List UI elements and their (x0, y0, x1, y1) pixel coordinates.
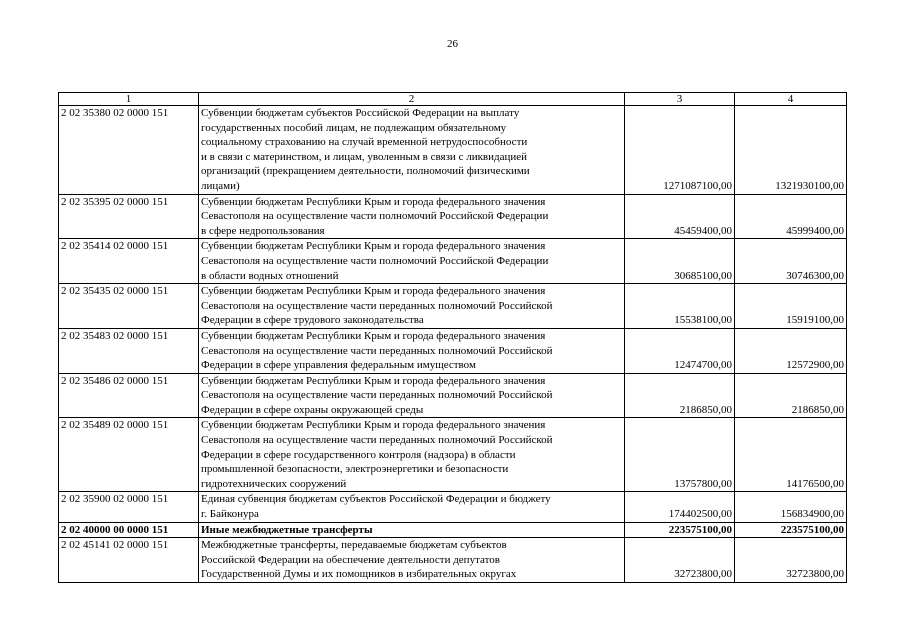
amount-year2-cell: 32723800,00 (735, 538, 847, 583)
amount-year1-cell: 2186850,00 (625, 373, 735, 418)
table-row-subtotal (59, 522, 847, 538)
description-cell: Субвенции бюджетам Республики Крым и города федерального значения Севастополя на осуществление части переданных полномочий Российской Федерации в сфере управления федеральным имуществом (199, 328, 625, 373)
budget-table (58, 92, 847, 583)
table-row (59, 284, 847, 329)
page-number: 26 (447, 38, 458, 50)
budget-code-cell: 2 02 35435 02 0000 151 (59, 284, 199, 329)
amount-year2-cell: 14176500,00 (735, 418, 847, 492)
table-row (59, 328, 847, 373)
description-cell: Субвенции бюджетам Республики Крым и города федерального значения Севастополя на осуществление части переданных полномочий Российской Федерации в сфере трудового законодательства (199, 284, 625, 329)
column-header-code: 1 (59, 93, 199, 106)
amount-year2-cell: 223575100,00 (735, 522, 847, 538)
table-row (59, 194, 847, 239)
amount-year1-cell: 1271087100,00 (625, 106, 735, 195)
amount-year1-cell: 223575100,00 (625, 522, 735, 538)
amount-year2-cell: 12572900,00 (735, 328, 847, 373)
amount-year1-cell: 15538100,00 (625, 284, 735, 329)
description-cell: Субвенции бюджетам Республики Крым и города федерального значения Севастополя на осуществление части полномочий Российской Федерации в области водных отношений (199, 239, 625, 284)
table-row (59, 106, 847, 195)
budget-code-cell: 2 02 35483 02 0000 151 (59, 328, 199, 373)
description-cell: Единая субвенция бюджетам субъектов Российской Федерации и бюджету г. Байконура (199, 492, 625, 522)
budget-code-cell: 2 02 35395 02 0000 151 (59, 194, 199, 239)
column-header-year2: 4 (735, 93, 847, 106)
amount-year2-cell: 45999400,00 (735, 194, 847, 239)
column-header-year1: 3 (625, 93, 735, 106)
budget-code-cell: 2 02 35486 02 0000 151 (59, 373, 199, 418)
budget-code-cell: 2 02 35900 02 0000 151 (59, 492, 199, 522)
amount-year1-cell: 12474700,00 (625, 328, 735, 373)
table-row (59, 538, 847, 583)
amount-year2-cell: 156834900,00 (735, 492, 847, 522)
table-row (59, 239, 847, 284)
amount-year2-cell: 1321930100,00 (735, 106, 847, 195)
budget-code-cell: 2 02 35414 02 0000 151 (59, 239, 199, 284)
table-header-row (59, 93, 847, 106)
amount-year2-cell: 2186850,00 (735, 373, 847, 418)
description-cell: Межбюджетные трансферты, передаваемые бюджетам субъектов Российской Федерации на обеспечение деятельности депутатов Государственной Думы и их помощников в избирательных округах (199, 538, 625, 583)
table-row (59, 373, 847, 418)
description-cell: Субвенции бюджетам субъектов Российской Федерации на выплату государственных пособий лицам, не подлежащим обязательному социальному страхованию на случай временной нетрудоспособности и в связи с материнством, и лицам, уволенным в связи с ликвидацией организаций (прекращением деятельности, полномочий физическими лицами) (199, 106, 625, 195)
description-cell: Субвенции бюджетам Республики Крым и города федерального значения Севастополя на осуществление части переданных полномочий Российской Федерации в сфере охраны окружающей среды (199, 373, 625, 418)
budget-code-cell: 2 02 35489 02 0000 151 (59, 418, 199, 492)
amount-year1-cell: 45459400,00 (625, 194, 735, 239)
amount-year1-cell: 30685100,00 (625, 239, 735, 284)
amount-year1-cell: 174402500,00 (625, 492, 735, 522)
budget-code-cell: 2 02 40000 00 0000 151 (59, 522, 199, 538)
amount-year1-cell: 13757800,00 (625, 418, 735, 492)
budget-code-cell: 2 02 35380 02 0000 151 (59, 106, 199, 195)
description-cell: Субвенции бюджетам Республики Крым и города федерального значения Севастополя на осуществление части полномочий Российской Федерации в сфере недропользования (199, 194, 625, 239)
amount-year1-cell: 32723800,00 (625, 538, 735, 583)
table-row (59, 418, 847, 492)
description-cell: Иные межбюджетные трансферты (199, 522, 625, 538)
table-row (59, 492, 847, 522)
description-cell: Субвенции бюджетам Республики Крым и города федерального значения Севастополя на осуществление части переданных полномочий Российской Федерации в сфере государственного контроля (надзора) в области промышленной безопасности, электроэнергетики и безопасности гидротехнических сооружений (199, 418, 625, 492)
amount-year2-cell: 15919100,00 (735, 284, 847, 329)
amount-year2-cell: 30746300,00 (735, 239, 847, 284)
column-header-name: 2 (199, 93, 625, 106)
budget-code-cell: 2 02 45141 02 0000 151 (59, 538, 199, 583)
